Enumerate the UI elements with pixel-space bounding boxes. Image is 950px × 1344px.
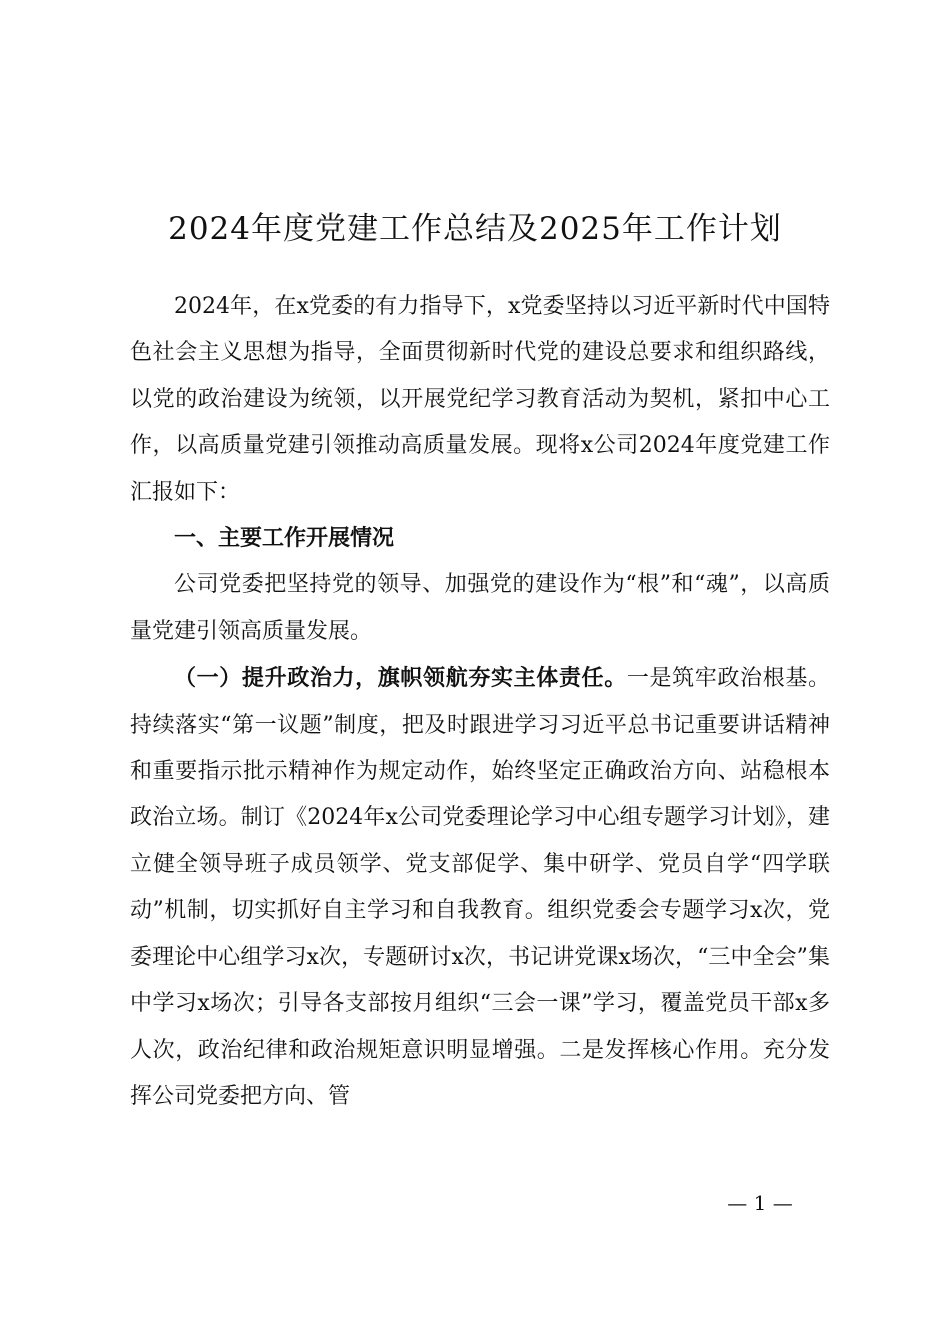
- intro-paragraph: 2024年，在x党委的有力指导下，x党委坚持以习近平新时代中国特色社会主义思想为指导，全面贯彻新时代党的建设总要求和组织路线，以党的政治建设为统领，以开展党纪学习教育活动为契机，紧扣中心工作，以高质量党建引领推动高质量发展。现将x公司2024年度党建工作汇报如下：: [130, 294, 830, 505]
- subsection-paragraph: [130, 655, 830, 1120]
- section-intro-paragraph: 公司党委把坚持党的领导、加强党的建设作为“根”和“魂”，以高质量党建引领高质量发展。: [130, 572, 830, 644]
- document-title: 2024年度党建工作总结及2025年工作计划: [168, 211, 782, 247]
- document-body: [130, 284, 830, 1120]
- section-heading: 一、主要工作开展情况: [174, 526, 395, 552]
- subsection-heading: （一）提升政治力，旗帜领航夯实主体责任。: [174, 665, 627, 692]
- subsection-body: 一是筑牢政治根基。持续落实“第一议题”制度，把及时跟进学习习近平总书记重要讲话精神和重要指示批示精神作为规定动作，始终坚定正确政治方向、站稳根本政治立场。制订《2024年x公司党委理论学习中心组专题学习计划》，建立健全领导班子成员领学、党支部促学、集中研学、党员自学“四学联动”机制，切实抓好自主学习和自我教育。组织党委会专题学习x次，党委理论中心组学习x次，专题研讨x次，书记讲党课x场次，“三中全会”集中学习x场次；引导各支部按月组织“三会一课”学习，覆盖党员干部x多人次，政治纪律和政治规矩意识明显增强。二是发挥核心作用。充分发挥公司党委把方向、管: [130, 666, 830, 1109]
- page-number: — 1 —: [727, 1191, 793, 1215]
